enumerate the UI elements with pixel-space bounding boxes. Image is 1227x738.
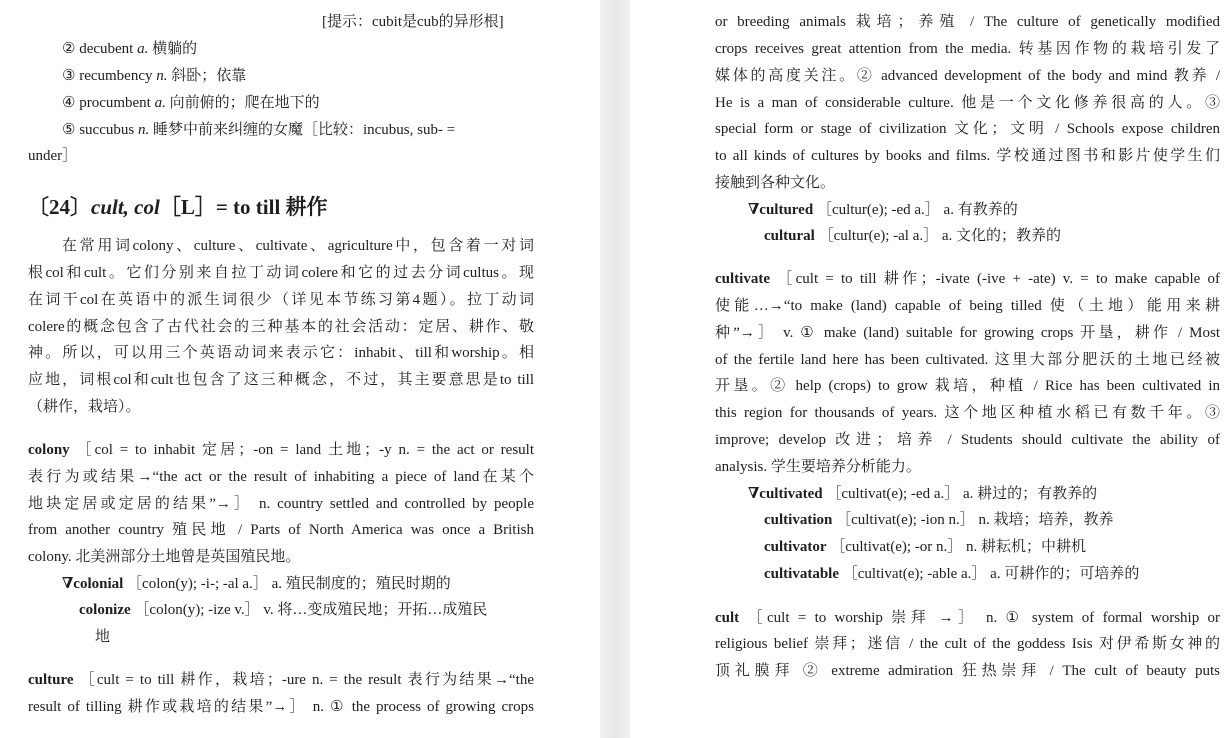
entry-line: colony. 北美洲部分土地曾是英国殖民地。 [28,549,301,565]
entry-line: cultivate ［cult = to till 耕作；-ivate (-ive + -ate) v. = to make capable of [715,271,1220,287]
derivative-line: ∇cultivated ［cultivat(e); -ed a.］ a. 耕过的；有教养的 [748,486,1098,502]
derivative-line: colonize ［colon(y); -ize v.］ v. 将…变成殖民地；开拓…成殖民 [79,602,488,618]
item-definition: 向前俯的；爬在地下的 [169,95,320,111]
item-number: ⑤ [62,122,76,138]
text-line: 在词干col在英语中的派生词很少（详见本节练习第4题）。拉丁动词 [28,292,534,308]
item-definition: 横躺的 [152,41,198,57]
derivative-line: cultivatable ［cultivat(e); -able a.］ a. 可耕作的；可培养的 [764,566,1140,582]
list-item [62,66,246,86]
page-gutter [600,0,630,738]
heading-language: ［L］ [159,195,216,219]
text-line: 根col和cult。它们分别来自拉丁动词colere和它的过去分词cultus。现 [28,265,534,281]
headword: cultivator [764,539,827,555]
list-item [62,93,320,113]
entry-line: religious belief 崇拜；迷信 / the cult of the goddess Isis 对伊希斯女神的 [715,636,1220,652]
section-heading [28,194,328,220]
headword: cultivation [764,512,833,528]
item-pos: n. [137,122,150,138]
entry-line: 接触到各种文化。 [715,175,836,191]
list-item [62,120,455,140]
entry-line: or breeding animals 栽培；养殖 / The culture of genetically modified [715,14,1220,30]
heading-meaning: = to till 耕作 [215,195,328,219]
list-item-continuation: under］ [28,148,78,164]
item-number: ③ [62,68,76,84]
entry-line: 表行为或结果→“the act or the result of inhabiting a piece of land在某个 [28,469,534,485]
entry-line: colony ［col = to inhabit 定居；-on = land 土地；-y n. = the act or result [28,442,534,458]
derivative-line: ∇cultured ［cultur(e); -ed a.］ a. 有教养的 [748,202,1018,218]
entry-line: 种”→］ v. ① make (land) suitable for growing crops 开垦，耕作 / Most [715,325,1220,341]
entry-line: of the fertile land here has been cultivated. 这里大部分肥沃的土地已经被 [715,352,1220,368]
entry-line: 地块定居或定居的结果”→］ n. country settled and controlled by people [28,496,534,512]
heading-number: 〔24〕 [28,195,91,219]
heading-root: cult, col [91,195,160,219]
headword: colony [28,442,70,458]
entry-line: 顶礼膜拜 ② extreme admiration 狂热崇拜 / The cult of beauty puts [715,663,1220,679]
entry-line: improve; develop 改进；培养 / Students should cultivate the ability of [715,432,1220,448]
entry-line: this region for thousands of years. 这个地区种植水稻已有数千年。③ [715,405,1220,421]
right-page [630,0,1227,738]
entry-line: 开垦。② help (crops) to grow 栽培，种植 / Rice has been cultivated in [715,378,1220,394]
headword: cult [715,610,740,626]
derivative-line: ∇colonial ［colon(y); -i-; -al a.］ a. 殖民制度的；殖民时期的 [62,576,451,592]
entry-line: analysis. 学生要培养分析能力。 [715,459,921,475]
left-page [0,0,600,738]
derivative-line: 地 [95,629,111,645]
headword: ∇cultured [748,202,814,218]
text-line: 应地，词根col和cult也包含了这三种概念，不过，其主要意思是to till [28,372,534,388]
entry-line: cult ［cult = to worship 崇拜 →］ n. ① system of formal worship or [715,610,1220,626]
headword: cultural [764,228,815,244]
entry-line: crops receives great attention from the media. 转基因作物的栽培引发了 [715,41,1220,57]
entry-line: result of tilling 耕作或栽培的结果”→］ n. ① the process of growing crops [28,699,534,715]
text-line: colere的概念包含了古代社会的三种基本的社会活动：定居、耕作、敬 [28,319,534,335]
derivative-line: cultural ［cultur(e); -al a.］ a. 文化的；教养的 [764,228,1062,244]
item-definition: 睡梦中前来纠缠的女魔［比较：incubus, sub- = [152,122,456,138]
headword: culture [28,672,74,688]
headword: ∇colonial [62,576,124,592]
item-number: ② [62,41,76,57]
headword: cultivate [715,271,770,287]
entry-line: special form or stage of civilization 文化；文明 / Schools expose children [715,121,1220,137]
item-word: succubus [79,122,135,138]
entry-line: 使能…→“to make (land) capable of being tilled 使（土地）能用来耕 [715,298,1220,314]
entry-line: culture ［cult = to till 耕作，栽培；-ure n. = the result 表行为结果→“the [28,672,534,688]
item-word: decubent [79,41,134,57]
list-item [62,39,197,59]
text-line: 在常用词colony、culture、cultivate、agriculture中，包含着一对词 [62,238,534,254]
headword: cultivatable [764,566,839,582]
item-number: ④ [62,95,76,111]
text-line: 神。所以，可以用三个英语动词来表示它：inhabit、till和worship。相 [28,345,534,361]
entry-line: from another country 殖民地 / Parts of North America was once a British [28,522,534,538]
item-pos: a. [154,95,166,111]
entry-line: 媒体的高度关注。② advanced development of the body and mind 教养 / [715,68,1220,84]
item-definition: 斜卧；依靠 [171,68,247,84]
item-word: recumbency [79,68,153,84]
derivative-line: cultivator ［cultivat(e); -or n.］ n. 耕耘机；中耕机 [764,539,1087,555]
headword: ∇cultivated [748,486,823,502]
headword: colonize [79,602,131,618]
derivative-line: cultivation ［cultivat(e); -ion n.］ n. 栽培；培养，教养 [764,512,1114,528]
entry-line: He is a man of considerable culture. 他是一个文化修养很高的人。③ [715,95,1220,111]
item-word: procumbent [79,95,151,111]
item-pos: n. [156,68,168,84]
text-line: （耕作，栽培）。 [28,399,141,415]
root-hint: [提示：cubit是cub的异形根] [322,14,504,30]
entry-line: to all kinds of cultures by books and films. 学校通过图书和影片使学生们 [715,148,1220,164]
item-pos: a. [137,41,149,57]
